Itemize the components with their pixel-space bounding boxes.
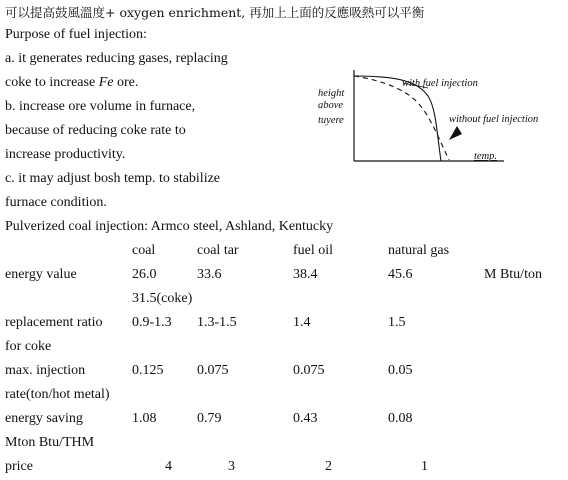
- graph-ylabel-above: above: [318, 100, 344, 111]
- energy-saving-natural-gas: 0.08: [388, 411, 413, 426]
- max-injection-coal-tar: 0.075: [197, 363, 229, 378]
- row-label-for-coke: for coke: [5, 339, 52, 354]
- replacement-ratio-fuel-oil: 1.4: [293, 315, 311, 330]
- row-label-energy-value: energy value: [5, 267, 77, 282]
- row-label-saving-unit: Mton Btu/THM: [5, 435, 95, 450]
- fe-symbol: Fe: [98, 75, 114, 90]
- energy-saving-fuel-oil: 0.43: [293, 411, 318, 426]
- max-injection-natural-gas: 0.05: [388, 363, 413, 378]
- without-arrow: [449, 126, 462, 140]
- energy-value-coal-tar: 33.6: [197, 267, 222, 282]
- price-natural-gas: 1: [421, 459, 428, 474]
- purpose-title: Purpose of fuel injection:: [5, 27, 147, 42]
- energy-value-fuel-oil: 38.4: [293, 267, 318, 282]
- replacement-ratio-coal: 0.9-1.3: [132, 315, 172, 330]
- pci-line: Pulverized coal injection: Armco steel, Ashland, Kentucky: [5, 219, 334, 234]
- point-b-line-1: b. increase ore volume in furnace,: [5, 99, 196, 114]
- energy-saving-coal: 1.08: [132, 411, 157, 426]
- column-header-natural-gas: natural gas: [388, 243, 450, 258]
- energy-value-natural-gas: 45.6: [388, 267, 413, 282]
- column-header-coal-tar: coal tar: [197, 243, 239, 258]
- row-label-injection-rate: rate(ton/hot metal): [5, 387, 110, 402]
- temperature-profile-graph: [310, 68, 568, 168]
- price-coal-tar: 3: [228, 459, 235, 474]
- point-a-text: coke to increase: [5, 75, 99, 90]
- max-injection-coal: 0.125: [132, 363, 164, 378]
- energy-value-coke-note: 31.5(coke): [132, 291, 193, 306]
- max-injection-fuel-oil: 0.075: [293, 363, 325, 378]
- row-label-max-injection: max. injection: [5, 363, 86, 378]
- point-a-line-2: [5, 74, 138, 92]
- row-label-replacement-ratio: replacement ratio: [5, 315, 103, 330]
- graph-ylabel-tuyere: tuyere: [318, 115, 344, 126]
- graph-xlabel-temp: temp.: [474, 151, 498, 162]
- point-a-line-1: a. it generates reducing gases, replacing: [5, 51, 228, 66]
- header-line: 可以提高鼓風溫度+ oxygen enrichment, 再加上上面的反應吸熱可以平衡: [5, 5, 425, 20]
- row-label-price: price: [5, 459, 33, 474]
- point-b-line-2: because of reducing coke rate to: [5, 123, 186, 138]
- column-header-coal: coal: [132, 243, 156, 258]
- replacement-ratio-natural-gas: 1.5: [388, 315, 406, 330]
- replacement-ratio-coal-tar: 1.3-1.5: [197, 315, 237, 330]
- point-a-tail: ore.: [113, 75, 139, 90]
- graph-ylabel-height: height: [318, 88, 345, 99]
- energy-value-unit: M Btu/ton: [484, 267, 542, 282]
- price-coal: 4: [165, 459, 172, 474]
- column-header-fuel-oil: fuel oil: [293, 243, 334, 258]
- row-label-energy-saving: energy saving: [5, 411, 83, 426]
- with-fuel-label: with fuel injection: [402, 78, 478, 89]
- price-fuel-oil: 2: [325, 459, 332, 474]
- energy-value-coal: 26.0: [132, 267, 157, 282]
- energy-saving-coal-tar: 0.79: [197, 411, 222, 426]
- point-c-line-1: c. it may adjust bosh temp. to stabilize: [5, 171, 221, 186]
- point-b-line-3: increase productivity.: [5, 147, 126, 162]
- point-c-line-2: furnace condition.: [5, 195, 107, 210]
- without-fuel-label: without fuel injection: [449, 114, 539, 125]
